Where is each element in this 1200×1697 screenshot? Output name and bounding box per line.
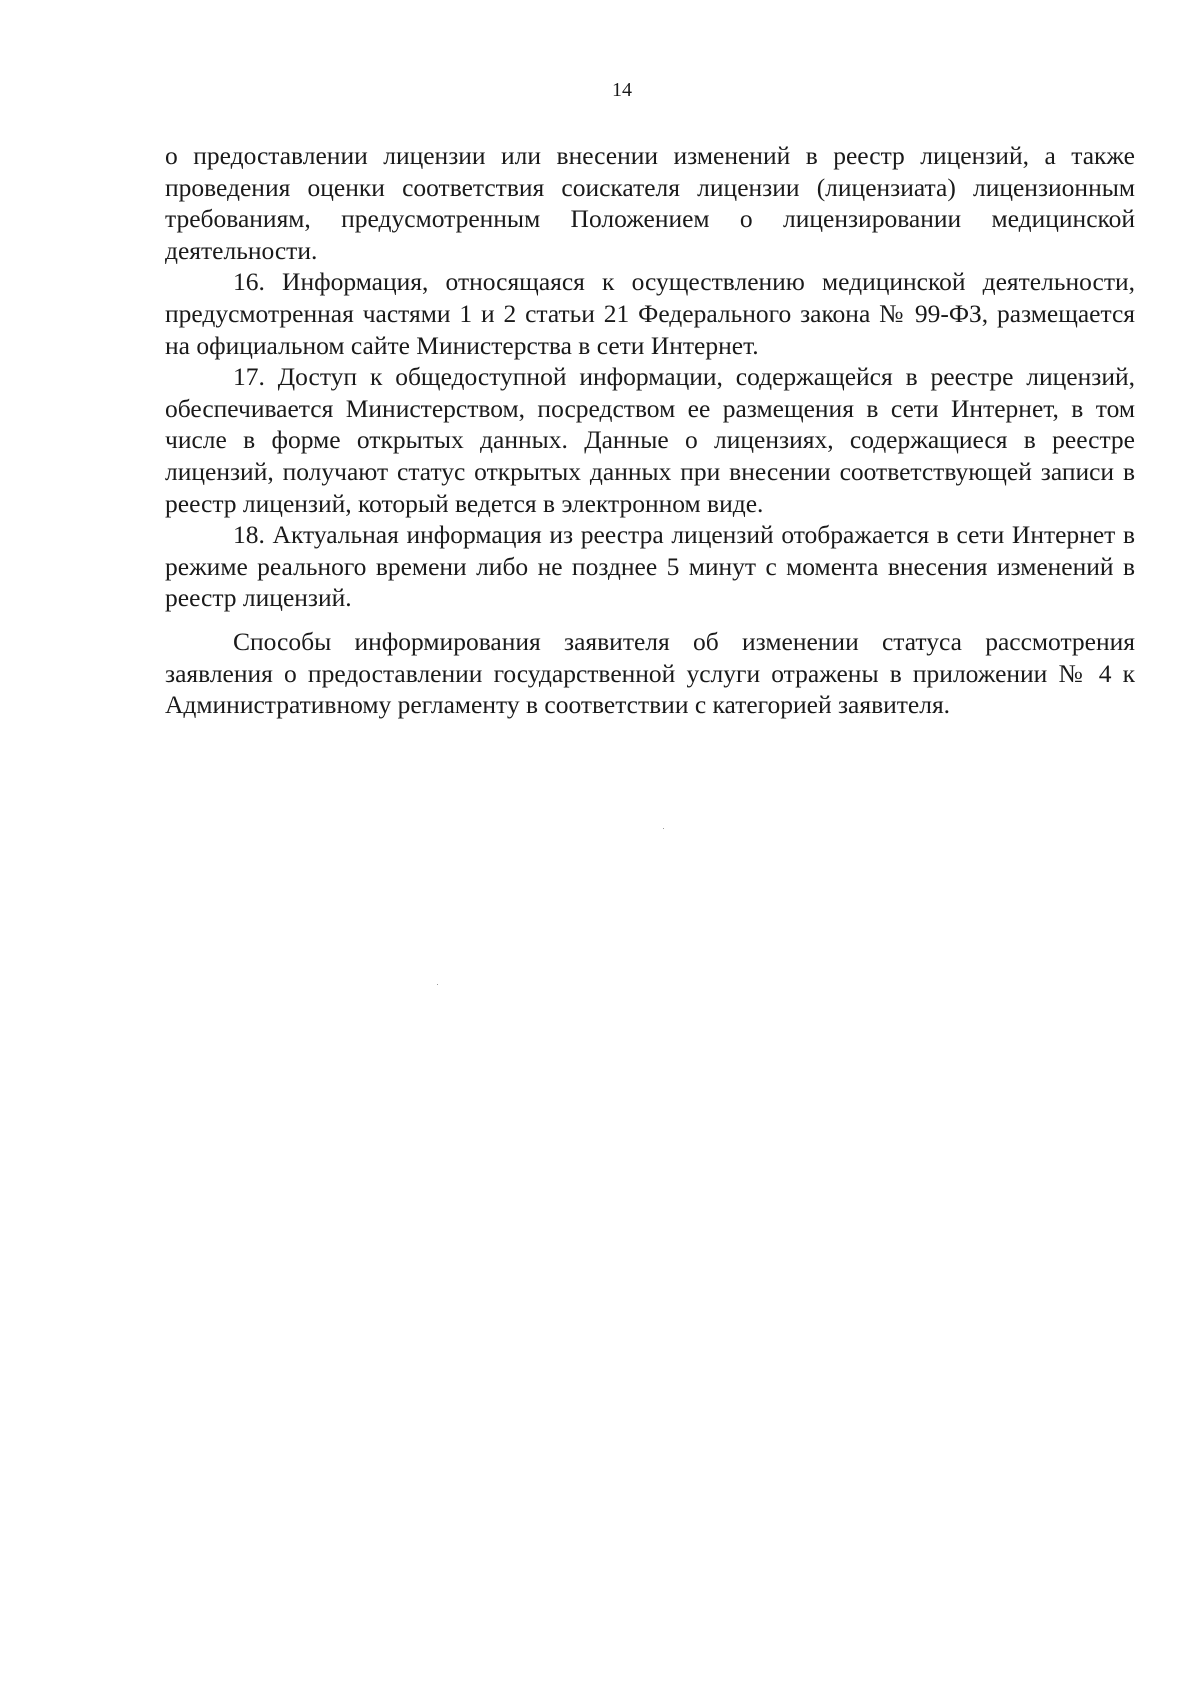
page-number: 14	[612, 79, 632, 101]
scan-speck	[437, 984, 438, 985]
paragraph-16: 16. Информация, относящаяся к осуществлению медицинской деятельности, предусмотренная частями 1 и 2 статьи 21 Федерального закона № 99-ФЗ, размещается на официальном сайте Министерства в сети Интернет.	[165, 267, 1135, 360]
paragraph-17: 17. Доступ к общедоступной информации, содержащейся в реестре лицензий, обеспечивается Министерством, посредством ее размещения в сети Интернет, в том числе в форме открытых данных. Данные о лицензиях, содержащиеся в реестре лицензий, получают статус открытых данных при внесении соответствующей записи в реестр лицензий, который ведется в электронном виде.	[165, 362, 1135, 518]
paragraph-18: 18. Актуальная информация из реестра лицензий отображается в сети Интернет в режиме реального времени либо не позднее 5 минут с момента внесения изменений в реестр лицензий.	[165, 520, 1135, 613]
document-body	[165, 140, 1135, 721]
scan-speck	[663, 828, 664, 829]
paragraph-notification-methods: Способы информирования заявителя об изменении статуса рассмотрения заявления о предоставлении государственной услуги отражены в приложении № 4 к Административному регламенту в соответствии с категорией заявителя.	[165, 626, 1135, 720]
paragraph-continuation: о предоставлении лицензии или внесении изменений в реестр лицензий, а также проведения оценки соответствия соискателя лицензии (лицензиата) лицензионным требованиям, предусмотренным Положением о лицензировании медицинской деятельности.	[165, 141, 1135, 265]
